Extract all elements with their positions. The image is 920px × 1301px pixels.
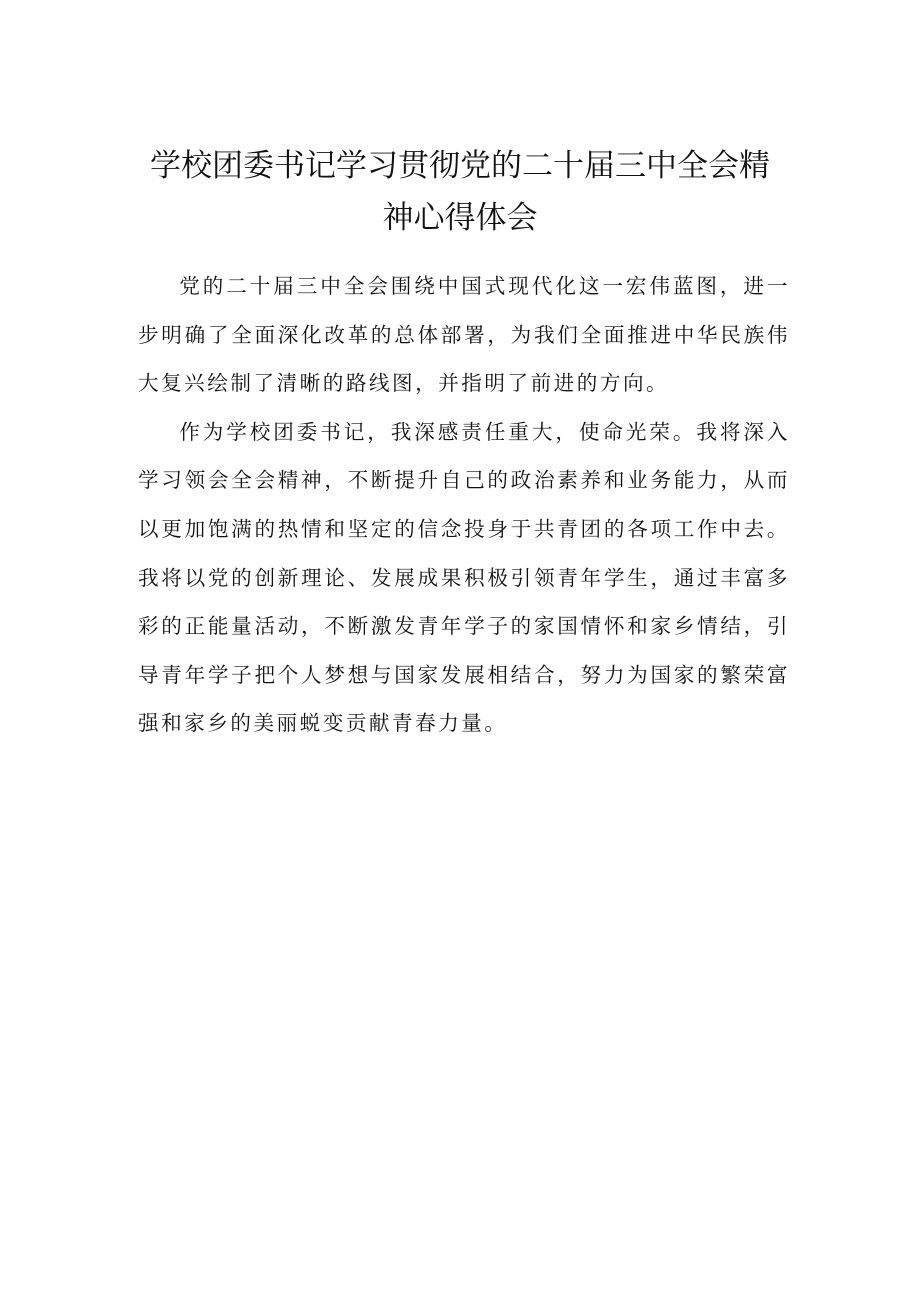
document-title-line-2: 神心得体会 [382, 200, 538, 236]
paragraph-2: 作为学校团委书记，我深感责任重大，使命光荣。我将深入学习领会全会精神，不断提升自己的政治素养和业务能力，从而以更加饱满的热情和坚定的信念投身于共青团的各项工作中去。我将以党的创新理论、发展成果积极引领青年学生，通过丰富多彩的正能量活动，不断激发青年学子的家国情怀和家乡情结，引导青年学子把个人梦想与国家发展相结合，努力为国家的繁荣富强和家乡的美丽蜕变贡献青春力量。 [138, 419, 790, 736]
paragraph-1: 党的二十届三中全会围绕中国式现代化这一宏伟蓝图，进一步明确了全面深化改革的总体部署，为我们全面推进中华民族伟大复兴绘制了清晰的路线图，并指明了前进的方向。 [138, 274, 790, 396]
document-title-line-1: 学校团委书记学习贯彻党的二十届三中全会精 [150, 148, 770, 184]
document-body [138, 262, 790, 748]
document-title [120, 140, 800, 244]
